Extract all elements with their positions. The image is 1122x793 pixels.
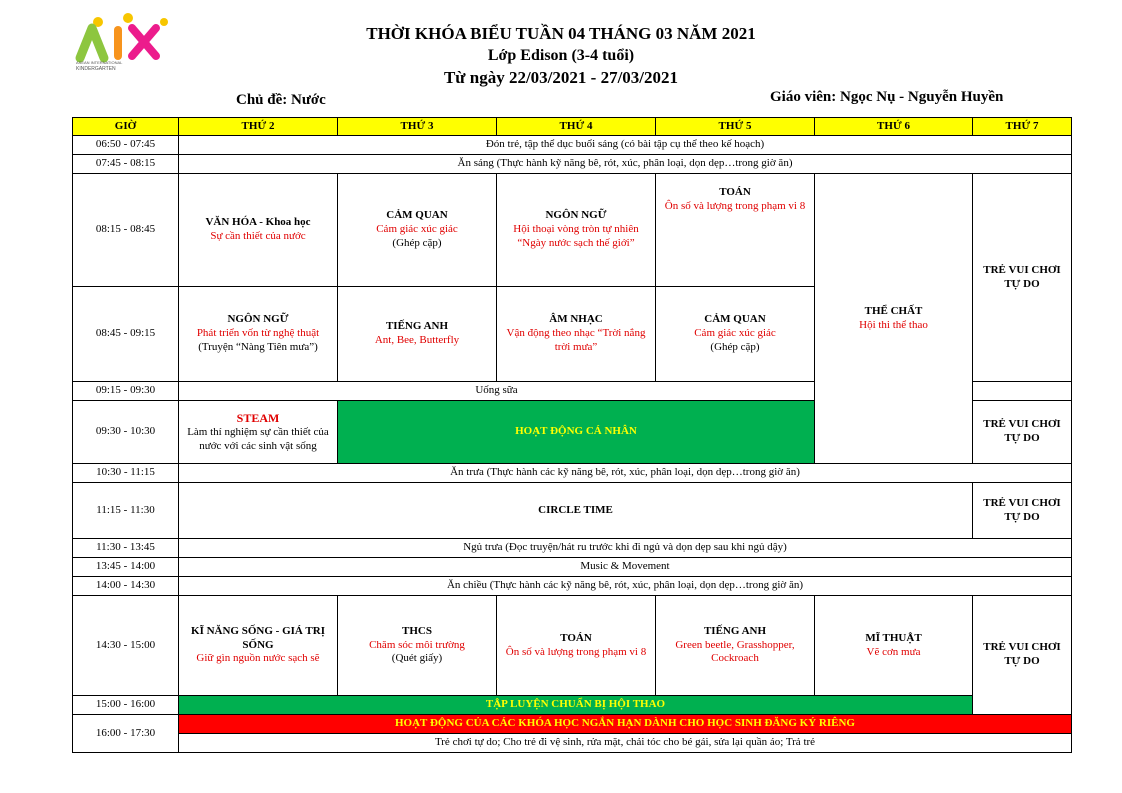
activity-cell — [497, 596, 656, 696]
free-play-cell: TRẺ VUI CHƠI TỰ DO — [973, 401, 1072, 464]
header-row — [73, 118, 1072, 136]
subject-note: (Ghép cặp) — [392, 236, 442, 249]
activity-cell — [338, 287, 497, 382]
col-header-wed: THỨ 4 — [497, 118, 656, 136]
subject-title: CẢM QUAN — [386, 209, 448, 222]
time-cell: 13:45 - 14:00 — [73, 558, 179, 577]
subject-title: VĂN HÓA - Khoa học — [205, 216, 311, 229]
empty-cell — [973, 382, 1072, 401]
table-row — [73, 155, 1072, 174]
activity-cell — [656, 174, 815, 287]
subject-detail: Cảm giác xúc giác — [694, 327, 776, 340]
col-header-sat: THỨ 7 — [973, 118, 1072, 136]
activity-cell — [338, 596, 497, 696]
time-cell: 09:15 - 09:30 — [73, 382, 179, 401]
table-row — [73, 577, 1072, 596]
subject-detail: Hội thi thể thao — [859, 318, 928, 331]
activity-cell — [497, 174, 656, 287]
subject-detail: Phát triển vốn từ nghệ thuật — [196, 327, 320, 340]
activity-cell-friday — [815, 174, 973, 464]
activity-cell — [338, 174, 497, 287]
time-cell: 15:00 - 16:00 — [73, 696, 179, 715]
col-header-time: GIỜ — [73, 118, 179, 136]
subject-title: MĨ THUẬT — [865, 631, 922, 644]
teacher-label: Giáo viên: Ngọc Nụ - Nguyễn Huyền — [770, 89, 1004, 105]
activity-cell — [179, 401, 338, 464]
subject-detail: Chăm sóc môi trường — [369, 638, 465, 651]
subject-title: TIẾNG ANH — [703, 624, 767, 637]
activity-cell — [179, 287, 338, 382]
table-row — [73, 734, 1072, 753]
activity-cell: Trẻ chơi tự do; Cho trẻ đi vệ sinh, rửa mặt, chải tóc cho bé gái, sửa lại quần áo; Trả trẻ — [179, 734, 1072, 753]
svg-text:ASEAN INTERNATIONAL: ASEAN INTERNATIONAL — [76, 60, 123, 65]
time-cell: 07:45 - 08:15 — [73, 155, 179, 174]
subject-note: (Truyện “Nàng Tiên mưa”) — [198, 340, 318, 353]
table-row — [73, 558, 1072, 577]
activity-cell: Ngủ trưa (Đọc truyện/hát ru trước khi đi ngủ và dọn dẹp sau khi ngủ dậy) — [179, 539, 1072, 558]
time-cell: 08:45 - 09:15 — [73, 287, 179, 382]
subject-detail: Ant, Bee, Butterfly — [374, 334, 460, 346]
class-name: Lớp Edison (3-4 tuổi) — [487, 47, 635, 64]
svg-text:KINDERGARTEN: KINDERGARTEN — [76, 66, 116, 72]
table-row — [73, 715, 1072, 734]
activity-cell: Đón trẻ, tập thể dục buổi sáng (có bài tập cụ thể theo kế hoạch) — [179, 136, 1072, 155]
col-header-mon: THỨ 2 — [179, 118, 338, 136]
activity-cell: Ăn chiều (Thực hành các kỹ năng bê, rót, xúc, phân loại, dọn dẹp…trong giờ ăn) — [179, 577, 1072, 596]
activity-cell — [815, 596, 973, 696]
time-cell: 11:30 - 13:45 — [73, 539, 179, 558]
time-cell: 14:30 - 15:00 — [73, 596, 179, 696]
time-cell: 09:30 - 10:30 — [73, 401, 179, 464]
subject-detail: Green beetle, Grasshopper, Cockroach — [675, 638, 795, 665]
subject-title: TOÁN — [719, 186, 751, 198]
timetable — [72, 117, 1072, 753]
subject-detail: Cảm giác xúc giác — [376, 223, 458, 236]
subject-note: (Quét giấy) — [391, 652, 443, 665]
sports-practice-cell: TẬP LUYỆN CHUẨN BỊ HỘI THAO — [179, 696, 973, 715]
date-range: Từ ngày 22/03/2021 - 27/03/2021 — [443, 68, 679, 87]
activity-cell — [497, 287, 656, 382]
activity-cell — [179, 174, 338, 287]
short-course-band: HOẠT ĐỘNG CỦA CÁC KHÓA HỌC NGẮN HẠN DÀNH CHO HỌC SINH ĐĂNG KÝ RIÊNG — [179, 715, 1072, 734]
topic-label: Chủ đề: Nước — [236, 92, 326, 108]
table-row — [73, 174, 1072, 287]
activity-cell: Music & Movement — [179, 558, 1072, 577]
subject-title: THCS — [402, 624, 432, 637]
subject-detail: Làm thí nghiệm sự cần thiết của nước với các sinh vật sống — [187, 425, 329, 452]
col-header-tue: THỨ 3 — [338, 118, 497, 136]
subject-title: THỂ CHẤT — [864, 304, 923, 317]
subject-title: STEAM — [236, 410, 280, 425]
time-cell: 08:15 - 08:45 — [73, 174, 179, 287]
subject-detail: Hội thoại vòng tròn tự nhiên “Ngày nước sạch thế giới” — [513, 223, 639, 249]
subject-detail: Vẽ cơn mưa — [866, 645, 921, 658]
subject-detail: Giữ gìn nguồn nước sạch sẽ — [196, 652, 320, 665]
activity-cell: Uống sữa — [179, 382, 815, 401]
subject-title: TIẾNG ANH — [385, 320, 449, 333]
subject-detail: Ôn số và lượng trong phạm vi 8 — [505, 645, 647, 658]
table-row — [73, 464, 1072, 483]
time-cell: 16:00 - 17:30 — [73, 715, 179, 753]
activity-cell: Ăn sáng (Thực hành kỹ năng bê, rót, xúc, phân loại, dọn dẹp…trong giờ ăn) — [179, 155, 1072, 174]
table-row — [73, 136, 1072, 155]
table-row — [73, 483, 1072, 539]
subject-title: ÂM NHẠC — [549, 313, 603, 326]
free-play-cell: TRẺ VUI CHƠI TỰ DO — [973, 483, 1072, 539]
table-row — [73, 696, 1072, 715]
activity-cell — [656, 287, 815, 382]
schedule-title: THỜI KHÓA BIỂU TUẦN 04 THÁNG 03 NĂM 2021 — [366, 24, 756, 43]
subject-detail: Ôn số và lượng trong phạm vi 8 — [664, 199, 806, 212]
subject-title: TOÁN — [560, 631, 592, 644]
col-header-thu: THỨ 5 — [656, 118, 815, 136]
col-header-fri: THỨ 6 — [815, 118, 973, 136]
subject-note: (Ghép cặp) — [710, 340, 760, 353]
individual-activity-cell: HOẠT ĐỘNG CÁ NHÂN — [338, 401, 815, 464]
activity-cell: Ăn trưa (Thực hành các kỹ năng bê, rót, xúc, phân loại, dọn dẹp…trong giờ ăn) — [179, 464, 1072, 483]
subject-title: KĨ NĂNG SỐNG - GIÁ TRỊ SỐNG — [191, 624, 325, 651]
subject-detail: Sự cần thiết của nước — [210, 230, 306, 242]
subject-detail: Vận động theo nhạc “Trời nắng trời mưa” — [506, 327, 646, 353]
time-cell: 14:00 - 14:30 — [73, 577, 179, 596]
time-cell: 10:30 - 11:15 — [73, 464, 179, 483]
circle-time-cell: CIRCLE TIME — [179, 483, 973, 539]
time-cell: 06:50 - 07:45 — [73, 136, 179, 155]
subject-title: NGÔN NGỮ — [227, 313, 289, 326]
time-cell: 11:15 - 11:30 — [73, 483, 179, 539]
free-play-cell: TRẺ VUI CHƠI TỰ DO — [973, 596, 1072, 715]
free-play-cell: TRẺ VUI CHƠI TỰ DO — [973, 174, 1072, 382]
subject-title: CẢM QUAN — [704, 313, 766, 326]
activity-cell — [179, 596, 338, 696]
table-row — [73, 596, 1072, 696]
activity-cell — [656, 596, 815, 696]
table-row — [73, 539, 1072, 558]
subject-title: NGÔN NGỮ — [545, 209, 607, 222]
